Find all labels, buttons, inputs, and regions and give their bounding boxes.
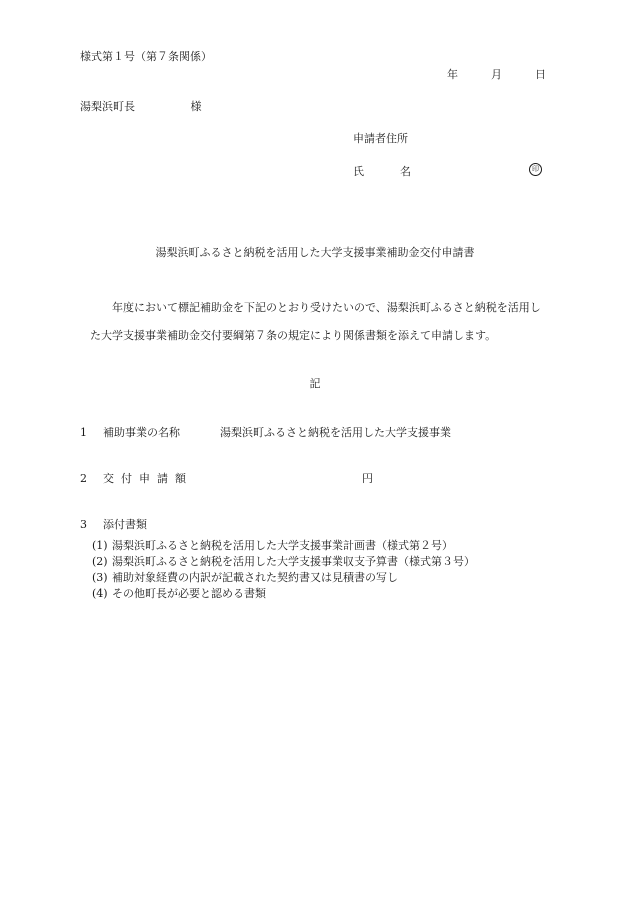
item-label: 交付申請額: [103, 472, 193, 485]
attachment-number: (1): [92, 539, 108, 552]
addressee: [80, 98, 202, 114]
item-application-amount: [80, 470, 373, 486]
document-title: 湯梨浜町ふるさと納税を活用した大学支援事業補助金交付申請書: [155, 246, 475, 259]
item-number: 3: [80, 518, 87, 531]
attachment-number: (4): [92, 587, 108, 600]
date-line: [447, 66, 546, 82]
date-day: 日: [535, 68, 546, 81]
date-month: 月: [491, 68, 502, 81]
applicant-address-label: 申請者住所: [353, 132, 408, 145]
attachment-number: (3): [92, 571, 108, 584]
attachment-item: [92, 586, 475, 602]
seal-mark: 印: [529, 163, 542, 176]
item-value: 湯梨浜町ふるさと納税を活用した大学支援事業: [220, 426, 451, 439]
attachment-text: 補助対象経費の内訳が記載された契約書又は見積書の写し: [112, 571, 398, 584]
attachment-item: [92, 570, 475, 586]
item-number: 2: [80, 472, 87, 485]
date-year: 年: [447, 68, 458, 81]
applicant-name-label-1: 氏: [353, 165, 364, 178]
item-value: 円: [362, 472, 373, 485]
attachment-list: [92, 538, 475, 602]
attachment-item: [92, 538, 475, 554]
addressee-name: 湯梨浜町長: [80, 100, 135, 113]
item-label: 補助事業の名称: [103, 426, 180, 439]
item-number: 1: [80, 426, 87, 439]
attachment-text: 湯梨浜町ふるさと納税を活用した大学支援事業収支予算書（様式第３号）: [112, 555, 475, 568]
attachment-text: 湯梨浜町ふるさと納税を活用した大学支援事業計画書（様式第２号）: [112, 539, 453, 552]
applicant-name-label-2: 名: [400, 165, 411, 178]
item-project-name: [80, 424, 451, 440]
item-attachments: [80, 516, 147, 532]
form-number: 様式第１号（第７条関係）: [80, 50, 212, 63]
body-paragraph: [90, 294, 550, 350]
applicant-name-line: [353, 163, 543, 179]
body-text: 年度において標記補助金を下記のとおり受けたいので、湯梨浜町ふるさと納税を活用した大学支援事業補助金交付要綱第７条の規定により関係書類を添えて申請します。: [90, 301, 541, 342]
ki-heading: 記: [309, 377, 321, 390]
addressee-suffix: 様: [190, 100, 202, 113]
item-label: 添付書類: [103, 518, 147, 531]
attachment-number: (2): [92, 555, 108, 568]
attachment-item: [92, 554, 475, 570]
attachment-text: その他町長が必要と認める書類: [112, 587, 266, 600]
